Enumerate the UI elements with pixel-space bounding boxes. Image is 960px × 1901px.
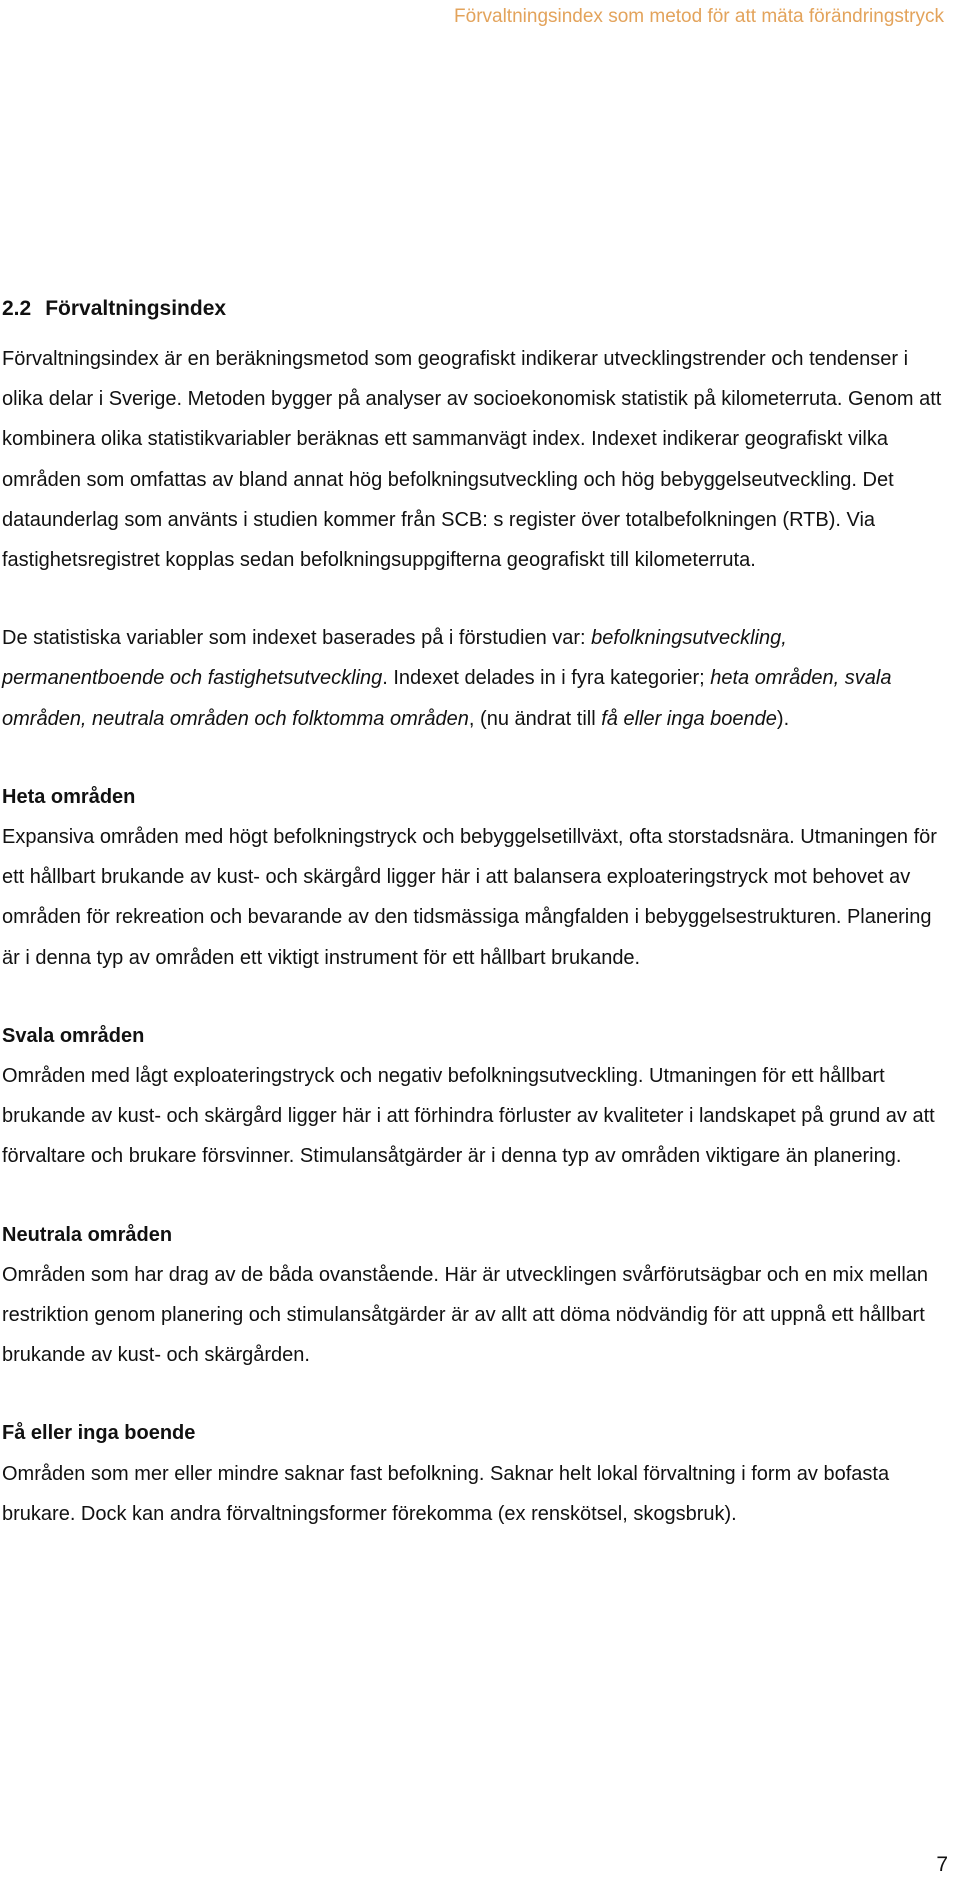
variables-text-2: . Indexet delades in i fyra kategorier; (382, 667, 711, 690)
page-number: 7 (936, 1853, 948, 1876)
variables-text-4: ). (776, 707, 790, 730)
category-heading-fa-boende: Få eller inga boende (2, 1422, 196, 1445)
category-heading-heta: Heta områden (2, 785, 136, 808)
variables-text-3: , (nu ändrat till (468, 707, 602, 730)
category-text-svala: Områden med lågt exploateringstryck och negativ befolkningsutveckling. Utmaningen för ett hållbart brukande av kust- och skärgård ligger här i att förhindra förluster av kvaliteter i landskapet på grund av att förvaltare och brukare försvinner. Stimulansåtgärder är i denna typ av områden viktigare än planering. (2, 1065, 935, 1168)
variables-emphasis-3: få eller inga boende (601, 707, 777, 730)
intro-paragraph: Förvaltningsindex är en beräkningsmetod som geografiskt indikerar utvecklingstrender och tendenser i olika delar i Sverige. Metoden bygger på analyser av socioekonomisk statistik på kilometerruta. Genom att kombinera olika statistikvariabler beräknas ett sammanvägt index. Indexet indikerar geografiskt vilka områden som omfattas av bland annat hög befolkningsutveckling och hög bebyggelseutveckling. Det dataunderlag som använts i studien kommer från SCB: s register över totalbefolkningen (RTB). Via fastighetsregistret kopplas sedan befolkningsuppgifterna geografiskt till kilometerruta. (2, 348, 942, 572)
category-heading-neutrala: Neutrala områden (2, 1223, 173, 1246)
paragraph-gap (2, 1375, 952, 1413)
section-heading (2, 289, 952, 329)
document-body (2, 289, 952, 1534)
variables-text-1: De statistiska variabler som indexet baserades på i förstudien var: (2, 627, 592, 650)
section-number: 2.2 (2, 297, 32, 320)
paragraph-gap (2, 739, 952, 777)
paragraph-gap (2, 580, 952, 618)
variables-paragraph (2, 618, 952, 739)
variables-emphasis-1: befolkningsutveckling, permanentboende och fastighetsutveckling (2, 627, 787, 690)
category-text-fa-boende: Områden som mer eller mindre saknar fast befolkning. Saknar helt lokal förvaltning i form av bofasta brukare. Dock kan andra förvaltningsformer förekomma (ex renskötsel, skogsbruk). (2, 1462, 890, 1525)
running-header: Förvaltningsindex som metod för att mäta förändringstryck (454, 6, 944, 27)
paragraph-gap (2, 978, 952, 1016)
category-text-neutrala: Områden som har drag av de båda ovanstående. Här är utvecklingen svårförutsägbar och en mix mellan restriktion genom planering och stimulansåtgärder är av allt att döma nödvändig för att uppnå ett hållbart brukande av kust- och skärgården. (2, 1263, 929, 1367)
category-heading-svala: Svala områden (2, 1024, 145, 1047)
category-text-heta: Expansiva områden med högt befolkningstryck och bebyggelsetillväxt, ofta storstadsnära. Utmaningen för ett hållbart brukande av kust- och skärgård ligger här i att balansera exploateringstryck mot behovet av områden för rekreation och bevarande av den tidsmässiga mångfalden i bebyggelsestrukturen. Planering är i denna typ av områden ett viktigt instrument för ett hållbart brukande. (2, 826, 937, 969)
variables-emphasis-2: heta områden, svala områden, neutrala områden och folktomma områden (2, 667, 892, 730)
paragraph-gap (2, 1177, 952, 1215)
section-title: Förvaltningsindex (45, 297, 227, 320)
